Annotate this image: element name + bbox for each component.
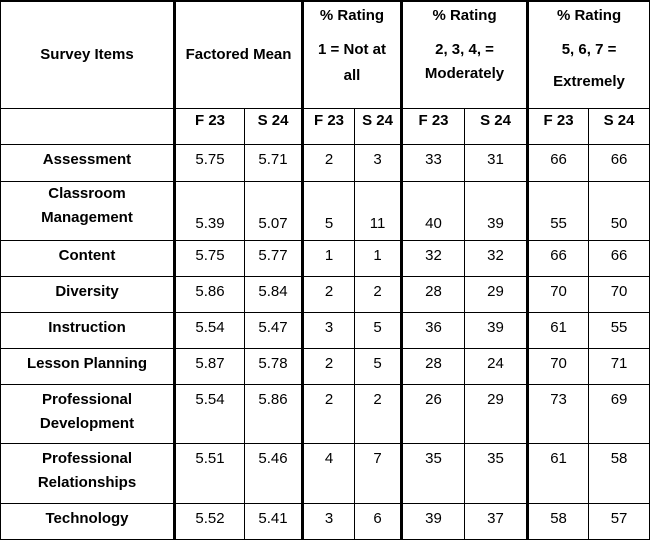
table-cell: 5.71 <box>245 144 303 181</box>
subheader-cell: S 24 <box>589 108 650 144</box>
header-rating-not-at-all-line2: 1 = Not at <box>318 41 386 58</box>
survey-item-label <box>1 240 175 276</box>
table-cell: 2 <box>355 384 402 443</box>
subheader-cell: F 23 <box>528 108 589 144</box>
table-cell: 5.84 <box>245 276 303 312</box>
table-cell: 50 <box>589 181 650 240</box>
header-rating-extremely-line3: Extremely <box>553 73 625 90</box>
table-cell: 5 <box>355 348 402 384</box>
table-row <box>1 144 650 181</box>
table-cell: 5.86 <box>175 276 245 312</box>
table-cell: 36 <box>402 312 465 348</box>
subheader-cell: F 23 <box>402 108 465 144</box>
survey-item-label-line1: Instruction <box>48 318 126 336</box>
table-row <box>1 384 650 443</box>
table-cell: 70 <box>589 276 650 312</box>
table-cell: 2 <box>303 276 355 312</box>
subheader-cell: F 23 <box>303 108 355 144</box>
survey-item-label-line2: Development <box>39 414 135 432</box>
table-cell: 5.75 <box>175 144 245 181</box>
table-cell: 29 <box>465 384 528 443</box>
table-cell: 57 <box>589 503 650 539</box>
survey-item-label <box>1 443 175 503</box>
survey-item-label <box>1 181 175 240</box>
table-cell: 39 <box>465 312 528 348</box>
table-cell: 5.52 <box>175 503 245 539</box>
table-cell: 70 <box>528 276 589 312</box>
header-rating-moderately <box>402 1 528 108</box>
table-cell: 5.75 <box>175 240 245 276</box>
table-cell: 31 <box>465 144 528 181</box>
header-rating-not-at-all-line1: % Rating <box>319 7 385 24</box>
table-cell: 4 <box>303 443 355 503</box>
table-cell: 39 <box>402 503 465 539</box>
table-cell: 66 <box>528 240 589 276</box>
table-cell: 3 <box>355 144 402 181</box>
survey-item-label-line2: Relationships <box>37 473 137 491</box>
table-cell: 61 <box>528 443 589 503</box>
header-survey-items: Survey Items <box>1 1 175 108</box>
table-cell: 2 <box>355 276 402 312</box>
header-rating-moderately-line2: 2, 3, 4, = <box>435 41 494 58</box>
survey-item-label <box>1 276 175 312</box>
table-cell: 24 <box>465 348 528 384</box>
survey-item-label <box>1 503 175 539</box>
table-row <box>1 240 650 276</box>
table-cell: 5.87 <box>175 348 245 384</box>
table-cell: 35 <box>402 443 465 503</box>
subheader-row <box>1 108 650 144</box>
table-cell: 33 <box>402 144 465 181</box>
table-row <box>1 276 650 312</box>
header-rating-extremely-line2: 5, 6, 7 = <box>561 41 617 58</box>
table-cell: 2 <box>303 348 355 384</box>
header-rating-not-at-all <box>303 1 402 108</box>
table-cell: 40 <box>402 181 465 240</box>
table-cell: 66 <box>589 144 650 181</box>
table-cell: 35 <box>465 443 528 503</box>
table-cell: 70 <box>528 348 589 384</box>
table-cell: 28 <box>402 276 465 312</box>
table-row <box>1 348 650 384</box>
table-cell: 55 <box>528 181 589 240</box>
header-factored-mean: Factored Mean <box>175 1 303 108</box>
table-cell: 5.39 <box>175 181 245 240</box>
survey-item-label <box>1 144 175 181</box>
subheader-empty <box>1 108 175 144</box>
table-cell: 6 <box>355 503 402 539</box>
table-cell: 69 <box>589 384 650 443</box>
table-row <box>1 503 650 539</box>
survey-item-label <box>1 312 175 348</box>
table-cell: 55 <box>589 312 650 348</box>
table-cell: 2 <box>303 144 355 181</box>
table-cell: 71 <box>589 348 650 384</box>
survey-item-label-line2: Management <box>41 208 133 226</box>
table-cell: 5.51 <box>175 443 245 503</box>
table-cell: 26 <box>402 384 465 443</box>
table-cell: 5.07 <box>245 181 303 240</box>
survey-item-label <box>1 348 175 384</box>
table-row <box>1 181 650 240</box>
survey-item-label-line1: Assessment <box>42 150 132 168</box>
survey-item-label-line1: Classroom <box>48 184 126 202</box>
table-cell: 28 <box>402 348 465 384</box>
table-cell: 32 <box>402 240 465 276</box>
subheader-cell: S 24 <box>245 108 303 144</box>
survey-item-label-line1: Lesson Planning <box>26 354 147 372</box>
survey-item-label-line1: Professional <box>41 449 133 467</box>
header-rating-moderately-line3: Moderately <box>424 65 505 82</box>
table-cell: 58 <box>528 503 589 539</box>
table-cell: 58 <box>589 443 650 503</box>
table-cell: 5.54 <box>175 312 245 348</box>
header-rating-not-at-all-line3: all <box>343 67 361 84</box>
survey-item-label-line1: Content <box>58 246 116 264</box>
table-cell: 66 <box>589 240 650 276</box>
header-rating-extremely-line1: % Rating <box>556 7 622 24</box>
table-cell: 61 <box>528 312 589 348</box>
header-rating-moderately-line1: % Rating <box>432 7 497 24</box>
table-cell: 5.54 <box>175 384 245 443</box>
table-cell: 29 <box>465 276 528 312</box>
header-row <box>1 1 650 108</box>
survey-item-label-line1: Technology <box>45 509 129 527</box>
table-row <box>1 443 650 503</box>
table-cell: 7 <box>355 443 402 503</box>
table-row <box>1 312 650 348</box>
subheader-cell: F 23 <box>175 108 245 144</box>
table-cell: 5.86 <box>245 384 303 443</box>
table-cell: 73 <box>528 384 589 443</box>
table-cell: 66 <box>528 144 589 181</box>
table-cell: 5.46 <box>245 443 303 503</box>
table-cell: 32 <box>465 240 528 276</box>
subheader-cell: S 24 <box>465 108 528 144</box>
survey-item-label <box>1 384 175 443</box>
table-cell: 5.77 <box>245 240 303 276</box>
table-cell: 11 <box>355 181 402 240</box>
table-cell: 1 <box>303 240 355 276</box>
table-cell: 37 <box>465 503 528 539</box>
table-cell: 2 <box>303 384 355 443</box>
table-cell: 3 <box>303 503 355 539</box>
survey-item-label-line1: Diversity <box>55 282 119 300</box>
subheader-cell: S 24 <box>355 108 402 144</box>
table-cell: 1 <box>355 240 402 276</box>
table-cell: 5.78 <box>245 348 303 384</box>
table-cell: 5 <box>355 312 402 348</box>
table-cell: 39 <box>465 181 528 240</box>
survey-item-label-line1: Professional <box>41 390 133 408</box>
header-rating-extremely <box>528 1 650 108</box>
table-body <box>1 144 650 539</box>
table-cell: 5.41 <box>245 503 303 539</box>
table-cell: 5 <box>303 181 355 240</box>
table-cell: 5.47 <box>245 312 303 348</box>
table-cell: 3 <box>303 312 355 348</box>
